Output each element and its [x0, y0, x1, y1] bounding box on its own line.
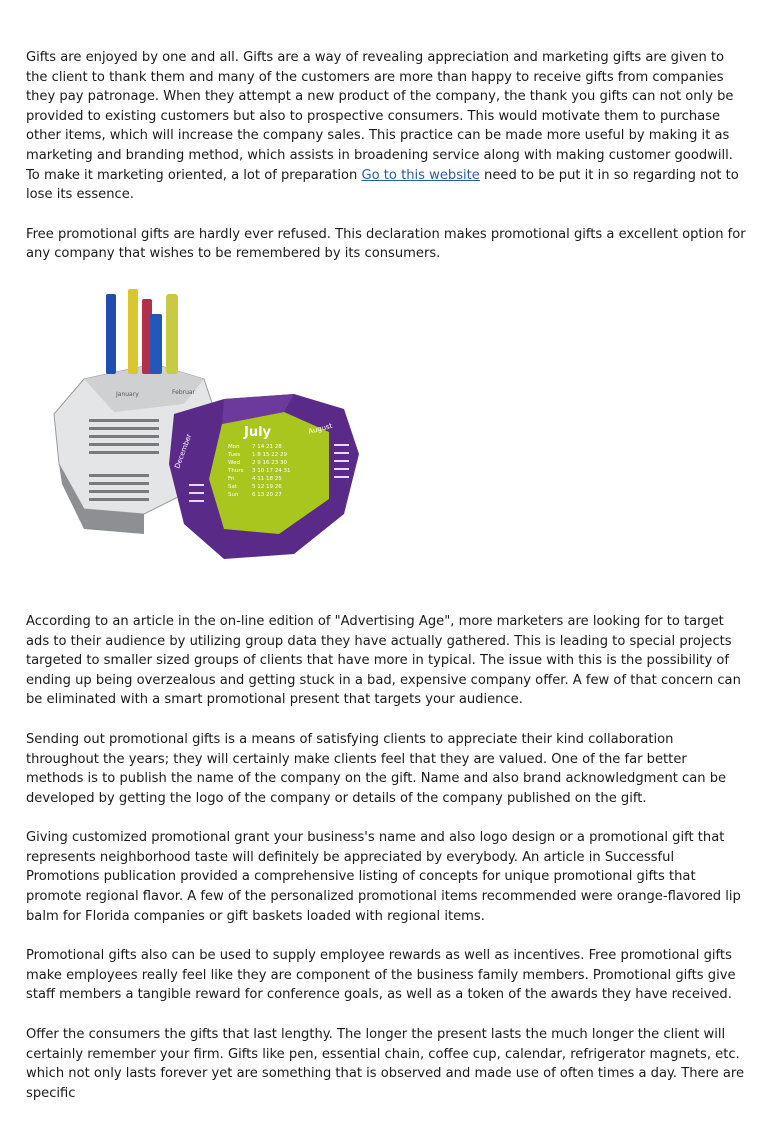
paragraph-7: Offer the consumers the gifts that last lengthy. The longer the present lasts the much longer the client will certainly remember your firm. Gifts like pen, essential chain, coffee cup, calendar, refrigerator magnets, etc. which not only lasts forever yet are something that is observed and made use of often times a day. There are specific — [26, 1027, 745, 1101]
paragraph-5: Giving customized promotional grant your business's name and also logo design or a promotional gift that represents neighborhood taste will definitely be appreciated by everybody. An article in Successful Promotions publication provided a comprehensive listing of concepts for unique promotional gifts that promote regional flavor. A few of the personalized promotional items recommended were orange-flavored lip balm for Florida companies or gift baskets loaded with regional items. — [26, 830, 741, 924]
date-row-1: 1 8 15 22 29 — [252, 451, 287, 458]
day-row-5: Sat — [228, 483, 238, 490]
calendar-illustration — [44, 284, 384, 584]
date-row-0: 7 14 21 28 — [252, 443, 282, 450]
paragraph-2: Free promotional gifts are hardly ever refused. This declaration makes promotional gifts a excellent option for any company that wishes to be remembered by its consumers. — [26, 226, 746, 262]
blue-pen — [106, 294, 116, 374]
paragraph-1 — [26, 48, 748, 205]
date-row-3: 3 10 17 24 31 — [252, 467, 291, 474]
paragraph-4: Sending out promotional gifts is a means of satisfying clients to appreciate their kind collaboration throughout the years; they will certainly make clients feel that they are valued. One of the far better methods is to publish the name of the company on the gift. Name and also brand acknowledgment can be developed by getting the logo of the company or details of the company published on the gift. — [26, 731, 727, 806]
paragraph-1-text: Gifts are enjoyed by one and all. Gifts are a way of revealing appreciation and marketing gifts are given to the client to thank them and many of the customers are more than happy to receive gifts from companies they pay patronage. When they attempt a new product of the company, the thank you gifts can not only be provided to existing customers but also to prospective consumers. This would motivate them to purchase other items, which will increase the company sales. This practice can be made more useful by making it as marketing and branding method, which assists in broadening service along with making customer goodwill. To make it marketing oriented, a lot of preparation — [26, 50, 734, 183]
green-highlighter — [166, 294, 178, 374]
date-row-2: 2 9 16 23 30 — [252, 459, 287, 466]
calendar-pencil-holder-image — [44, 284, 384, 584]
day-row-3: Thurs — [228, 467, 244, 474]
paragraph-3: According to an article in the on-line edition of "Advertising Age", more marketers are looking for to target ads to their audience by utilizing group data they have actually gathered. This is leading to special projects targeted to smaller sized groups of clients that have more in typical. The issue with this is the possibility of ending up being overzealous and getting stuck in a bad, expensive company offer. A few of that concern can be eliminated with a smart promotional present that targets your audience. — [26, 613, 741, 708]
july-date-table — [227, 444, 291, 498]
paragraph-1-tail: need to be put it in so regarding not to lose its essence. — [26, 167, 739, 203]
december-label: December — [173, 432, 194, 470]
grey-month-label-2: Februar — [172, 388, 196, 396]
go-to-website-link[interactable]: Go to this website — [361, 167, 480, 183]
day-row-0: Mon — [228, 443, 240, 450]
blue-marker — [150, 314, 162, 374]
day-row-6: Sun — [228, 491, 239, 498]
july-label: July — [244, 424, 272, 440]
yellow-highlighter — [128, 289, 138, 374]
day-row-1: Tues — [228, 451, 241, 458]
paragraph-6: Promotional gifts also can be used to supply employee rewards as well as incentives. Free promotional gifts make employees really feel like they are component of the business family members. Promotional gifts give staff members a tangible reward for conference goals, as well as a token of the awards they have received. — [26, 948, 736, 1003]
grey-month-label: January — [116, 390, 139, 398]
date-row-4: 4 11 18 25 — [252, 475, 282, 482]
article — [26, 48, 748, 1123]
august-label: August — [307, 421, 334, 436]
date-row-6: 6 13 20 27 — [252, 491, 282, 498]
january-label: January — [253, 543, 284, 553]
day-row-2: Wed — [228, 459, 240, 466]
day-row-4: Fri — [228, 475, 235, 482]
date-row-5: 5 12 19 26 — [252, 483, 282, 490]
